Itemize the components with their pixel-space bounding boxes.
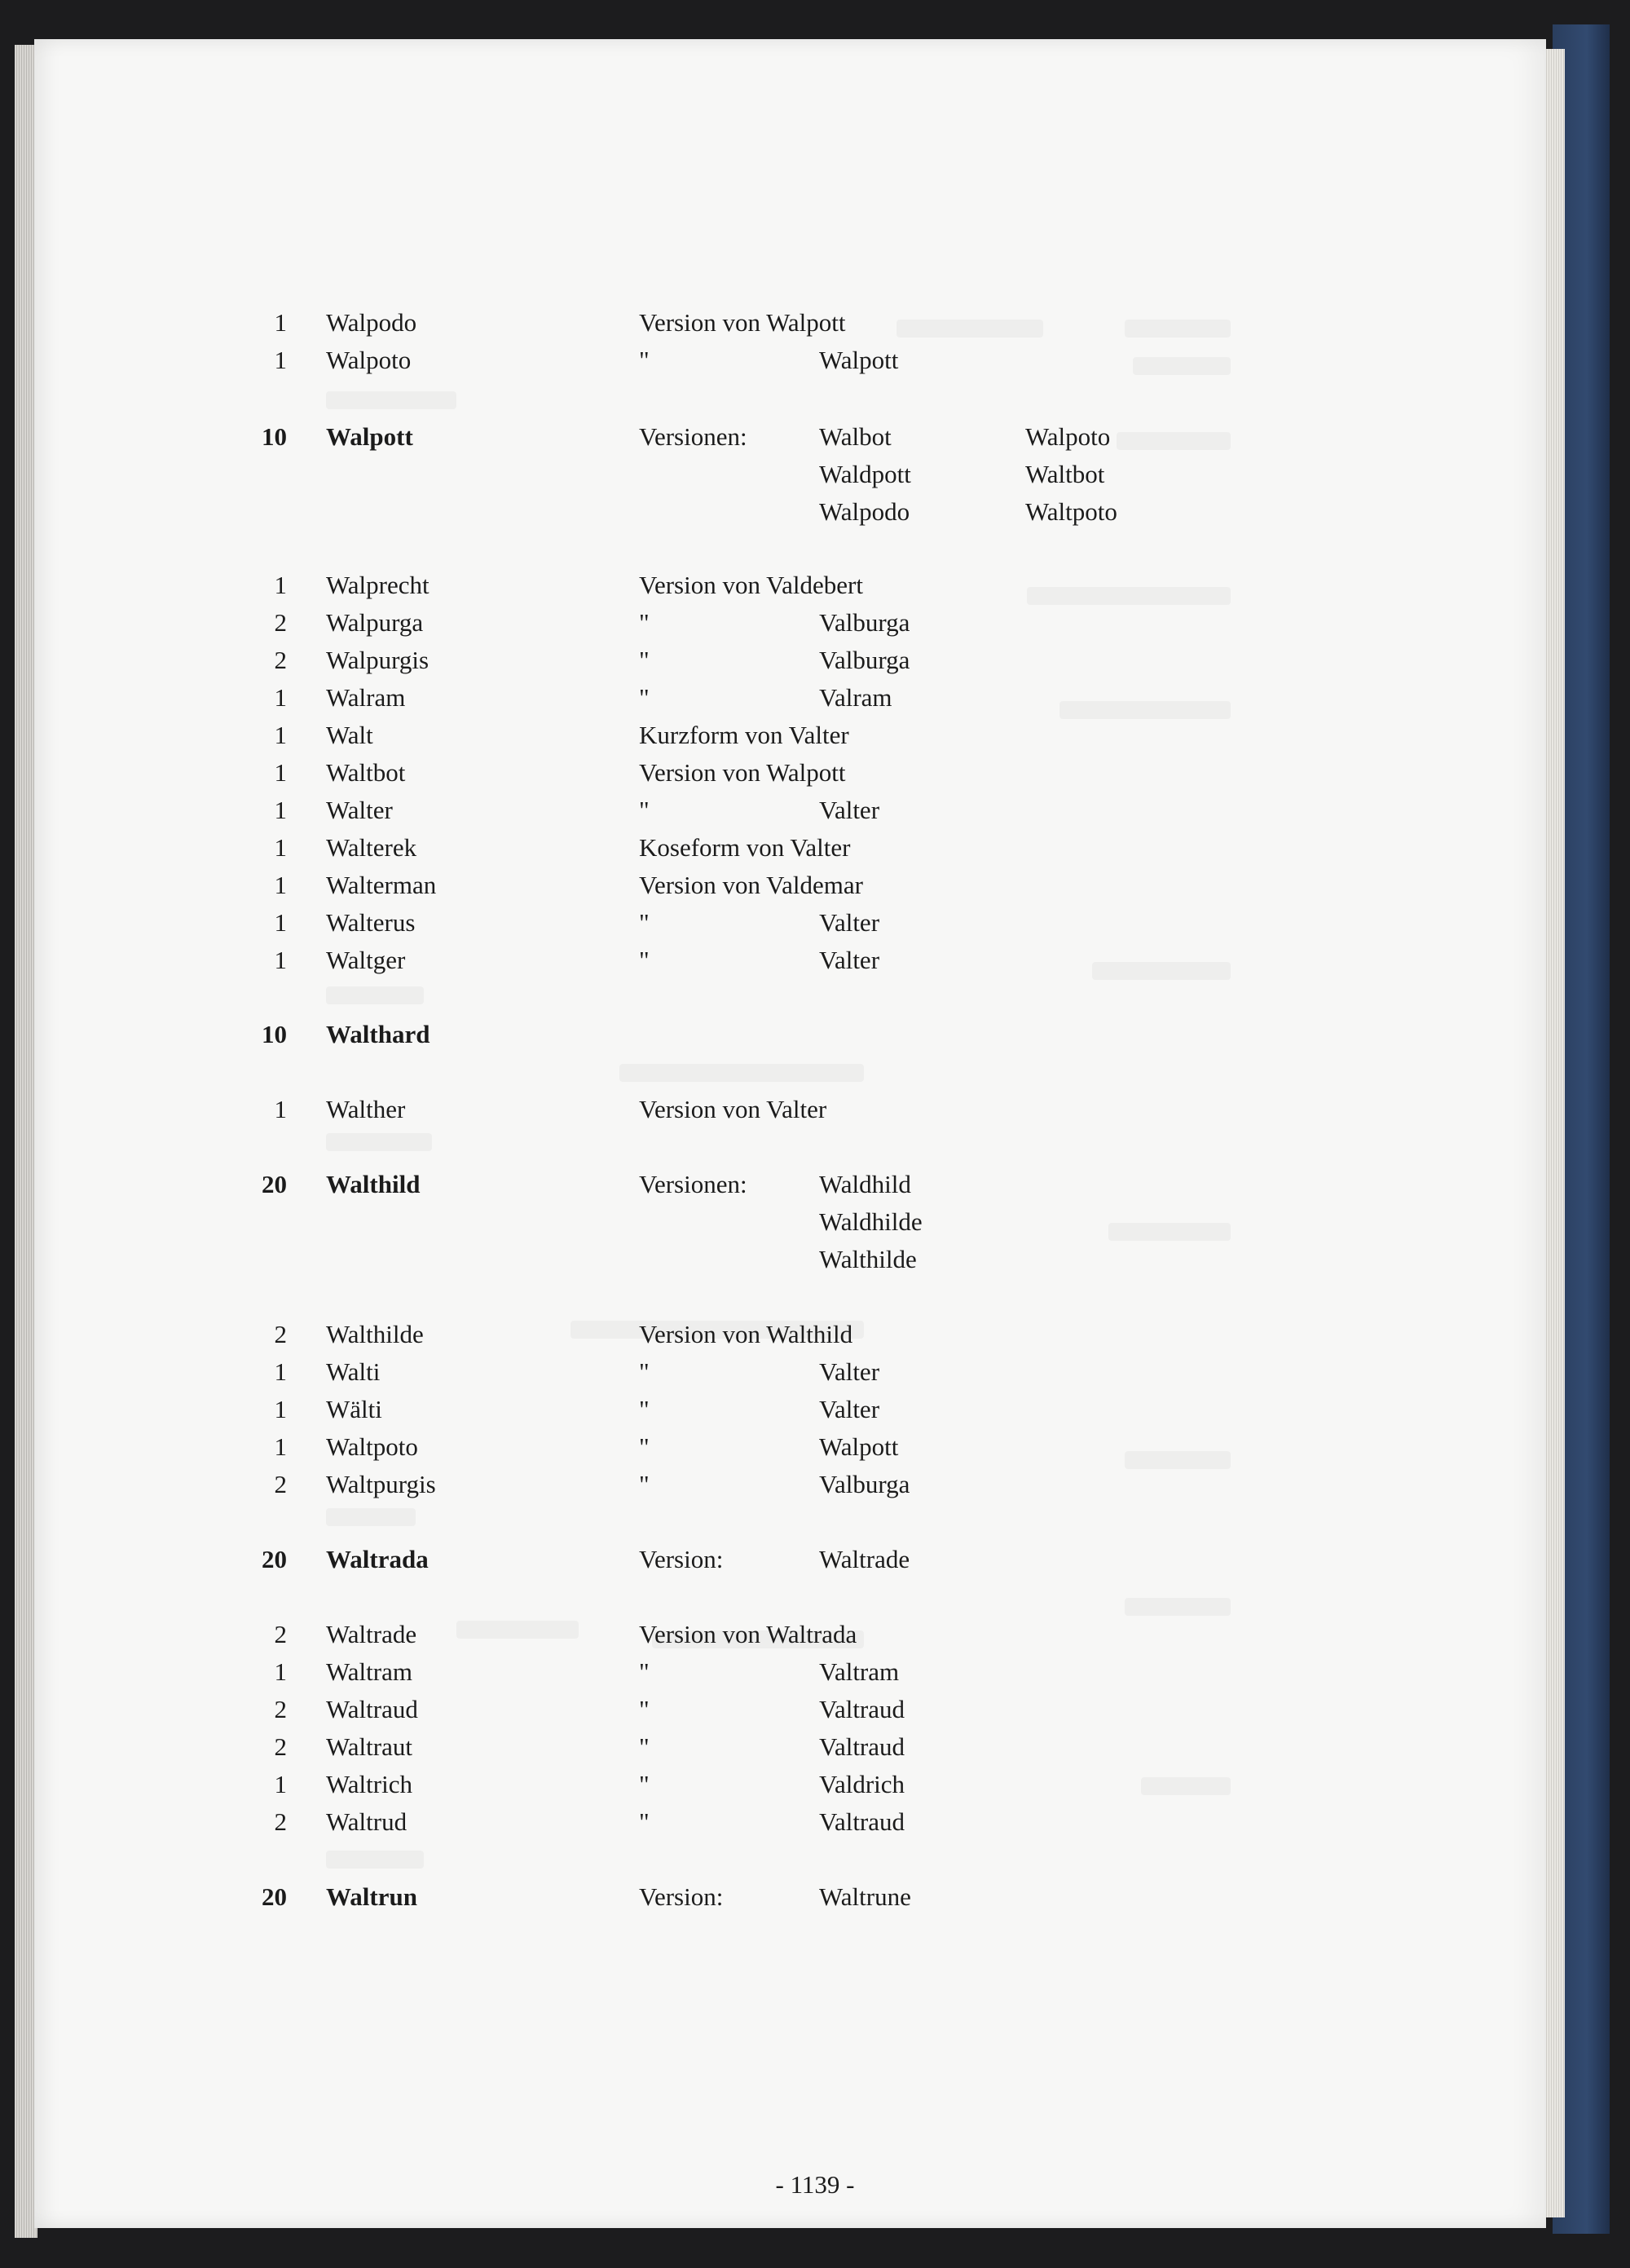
entry-name: Waltpoto bbox=[326, 1432, 418, 1461]
entry-count: 1 bbox=[274, 833, 287, 862]
index-entry bbox=[0, 1166, 1630, 1203]
entry-relation: Version von Valdebert bbox=[639, 571, 863, 599]
entry-variant: Walpott bbox=[819, 1432, 899, 1461]
entry-relation: " bbox=[639, 946, 650, 974]
index-entry bbox=[0, 493, 1630, 531]
index-entry bbox=[0, 304, 1630, 342]
entry-name: Waltrun bbox=[326, 1882, 417, 1911]
entry-count: 1 bbox=[274, 1357, 287, 1386]
entry-relation: " bbox=[639, 1470, 650, 1498]
entry-variant: Walpott bbox=[819, 346, 899, 374]
index-entry bbox=[0, 1766, 1630, 1803]
entry-relation: " bbox=[639, 1807, 650, 1836]
entry-count: 2 bbox=[274, 1732, 287, 1761]
entry-variant: Valtram bbox=[819, 1657, 900, 1686]
index-entry bbox=[0, 1878, 1630, 1916]
entry-variant: Walpodo bbox=[819, 497, 910, 526]
entry-variant: Valburga bbox=[819, 646, 910, 674]
index-entry bbox=[0, 1353, 1630, 1391]
entry-variant: Valdrich bbox=[819, 1770, 905, 1798]
entry-count: 1 bbox=[274, 1095, 287, 1123]
entry-relation: Version von Valter bbox=[639, 1095, 827, 1123]
entry-count: 1 bbox=[274, 908, 287, 937]
index-entry bbox=[0, 1466, 1630, 1503]
entry-relation: Version von Valdemar bbox=[639, 871, 863, 899]
entry-name: Wälti bbox=[326, 1395, 382, 1423]
entry-count: 1 bbox=[274, 308, 287, 337]
entry-count: 1 bbox=[274, 1770, 287, 1798]
index-entry bbox=[0, 1428, 1630, 1466]
entry-relation: " bbox=[639, 1695, 650, 1723]
entry-name: Walthard bbox=[326, 1020, 430, 1048]
entry-variant: Waldhild bbox=[819, 1170, 911, 1198]
entry-relation: Version: bbox=[639, 1545, 724, 1573]
entry-count: 2 bbox=[274, 1470, 287, 1498]
entry-relation: Version: bbox=[639, 1882, 724, 1911]
entry-count: 1 bbox=[274, 721, 287, 749]
entry-relation: Version von Walpott bbox=[639, 308, 846, 337]
entry-relation: " bbox=[639, 1657, 650, 1686]
entry-variant: Valter bbox=[819, 908, 880, 937]
entry-variant: Waldhilde bbox=[819, 1207, 923, 1236]
entry-count: 2 bbox=[274, 1320, 287, 1348]
index-entry bbox=[0, 1691, 1630, 1728]
index-entry bbox=[0, 1241, 1630, 1278]
index-entry bbox=[0, 642, 1630, 679]
entry-count: 1 bbox=[274, 1395, 287, 1423]
entry-relation: " bbox=[639, 608, 650, 637]
entry-count: 2 bbox=[274, 1620, 287, 1648]
index-entry bbox=[0, 1016, 1630, 1053]
entry-count: 1 bbox=[274, 683, 287, 712]
entry-relation: " bbox=[639, 1395, 650, 1423]
index-entry bbox=[0, 717, 1630, 754]
index-entry bbox=[0, 604, 1630, 642]
entry-count: 2 bbox=[274, 1695, 287, 1723]
entry-variant: Waldpott bbox=[819, 460, 911, 488]
index-entry bbox=[0, 792, 1630, 829]
entry-count: 10 bbox=[262, 1020, 287, 1048]
entry-variant: Valtraud bbox=[819, 1732, 905, 1761]
entry-variant-second: Waltpoto bbox=[1025, 497, 1117, 526]
entry-relation: " bbox=[639, 1357, 650, 1386]
entry-count: 2 bbox=[274, 646, 287, 674]
entry-relation: " bbox=[639, 1770, 650, 1798]
index-entry bbox=[0, 754, 1630, 792]
index-entry bbox=[0, 829, 1630, 867]
entry-name: Walprecht bbox=[326, 571, 430, 599]
entry-name: Waltpurgis bbox=[326, 1470, 436, 1498]
entry-name: Walter bbox=[326, 796, 393, 824]
entry-name: Walthilde bbox=[326, 1320, 424, 1348]
entry-name: Walterman bbox=[326, 871, 437, 899]
index-entry bbox=[0, 1803, 1630, 1841]
entry-count: 1 bbox=[274, 571, 287, 599]
entry-count: 1 bbox=[274, 871, 287, 899]
entry-variant: Valter bbox=[819, 946, 880, 974]
entry-name: Walterus bbox=[326, 908, 416, 937]
index-entry bbox=[0, 1616, 1630, 1653]
entry-name: Walther bbox=[326, 1095, 406, 1123]
entry-name: Walpott bbox=[326, 422, 413, 451]
entry-name: Walti bbox=[326, 1357, 381, 1386]
index-entry bbox=[0, 1541, 1630, 1578]
entry-count: 10 bbox=[262, 422, 287, 451]
index-entry bbox=[0, 1091, 1630, 1128]
index-entry bbox=[0, 867, 1630, 904]
entry-name: Walpurgis bbox=[326, 646, 430, 674]
entry-count: 1 bbox=[274, 1657, 287, 1686]
entry-variant: Valburga bbox=[819, 608, 910, 637]
entry-name: Walram bbox=[326, 683, 406, 712]
index-entry bbox=[0, 567, 1630, 604]
entry-count: 2 bbox=[274, 608, 287, 637]
index-entry bbox=[0, 342, 1630, 379]
entry-relation: " bbox=[639, 646, 650, 674]
entry-name: Walthild bbox=[326, 1170, 421, 1198]
index-entry bbox=[0, 418, 1630, 456]
entry-variant: Valter bbox=[819, 796, 880, 824]
entry-variant: Valram bbox=[819, 683, 892, 712]
entry-count: 1 bbox=[274, 758, 287, 787]
entry-name: Walpoto bbox=[326, 346, 412, 374]
index-entry bbox=[0, 1391, 1630, 1428]
entry-variant: Waltrune bbox=[819, 1882, 911, 1911]
index-entry bbox=[0, 942, 1630, 979]
entry-name: Walpodo bbox=[326, 308, 417, 337]
entry-count: 1 bbox=[274, 946, 287, 974]
index-entry bbox=[0, 1203, 1630, 1241]
entry-variant: Waltrade bbox=[819, 1545, 910, 1573]
entry-name: Waltrade bbox=[326, 1620, 417, 1648]
entry-name: Walt bbox=[326, 721, 373, 749]
entry-name: Waltrich bbox=[326, 1770, 412, 1798]
entry-variant: Valburga bbox=[819, 1470, 910, 1498]
entry-name: Waltrada bbox=[326, 1545, 429, 1573]
index-entry bbox=[0, 1316, 1630, 1353]
index-entry bbox=[0, 1728, 1630, 1766]
entry-relation: Version von Walpott bbox=[639, 758, 846, 787]
entry-name: Waltger bbox=[326, 946, 406, 974]
entry-relation: " bbox=[639, 908, 650, 937]
index-entry bbox=[0, 679, 1630, 717]
entry-variant: Valter bbox=[819, 1357, 880, 1386]
entry-count: 20 bbox=[262, 1882, 287, 1911]
entry-variant: Valtraud bbox=[819, 1695, 905, 1723]
entry-relation: Version von Walthild bbox=[639, 1320, 853, 1348]
entry-name: Waltram bbox=[326, 1657, 412, 1686]
index-entry bbox=[0, 1653, 1630, 1691]
entry-relation: " bbox=[639, 796, 650, 824]
entry-relation: Koseform von Valter bbox=[639, 833, 851, 862]
entry-relation: " bbox=[639, 346, 650, 374]
entry-count: 20 bbox=[262, 1545, 287, 1573]
entry-count: 1 bbox=[274, 796, 287, 824]
entry-count: 20 bbox=[262, 1170, 287, 1198]
entry-count: 1 bbox=[274, 1432, 287, 1461]
entry-count: 1 bbox=[274, 346, 287, 374]
index-entry bbox=[0, 456, 1630, 493]
entry-variant-second: Waltbot bbox=[1025, 460, 1105, 488]
entry-name: Walterek bbox=[326, 833, 417, 862]
entry-name: Waltraut bbox=[326, 1732, 412, 1761]
entry-relation: " bbox=[639, 1432, 650, 1461]
entry-relation: " bbox=[639, 683, 650, 712]
entry-variant: Valtraud bbox=[819, 1807, 905, 1836]
entry-relation: " bbox=[639, 1732, 650, 1761]
entry-variant: Walthilde bbox=[819, 1245, 917, 1273]
entry-count: 2 bbox=[274, 1807, 287, 1836]
entry-variant-second: Walpoto bbox=[1025, 422, 1111, 451]
entry-name: Walpurga bbox=[326, 608, 424, 637]
entry-variant: Valter bbox=[819, 1395, 880, 1423]
entry-name: Waltrud bbox=[326, 1807, 408, 1836]
entry-relation: Kurzform von Valter bbox=[639, 721, 849, 749]
entry-name: Waltbot bbox=[326, 758, 406, 787]
entry-relation: Versionen: bbox=[639, 1170, 747, 1198]
page-number: - 1139 - bbox=[775, 2170, 855, 2199]
entry-name: Waltraud bbox=[326, 1695, 418, 1723]
entry-relation: Versionen: bbox=[639, 422, 747, 451]
entry-variant: Walbot bbox=[819, 422, 892, 451]
index-entry bbox=[0, 904, 1630, 942]
entry-relation: Version von Waltrada bbox=[639, 1620, 857, 1648]
